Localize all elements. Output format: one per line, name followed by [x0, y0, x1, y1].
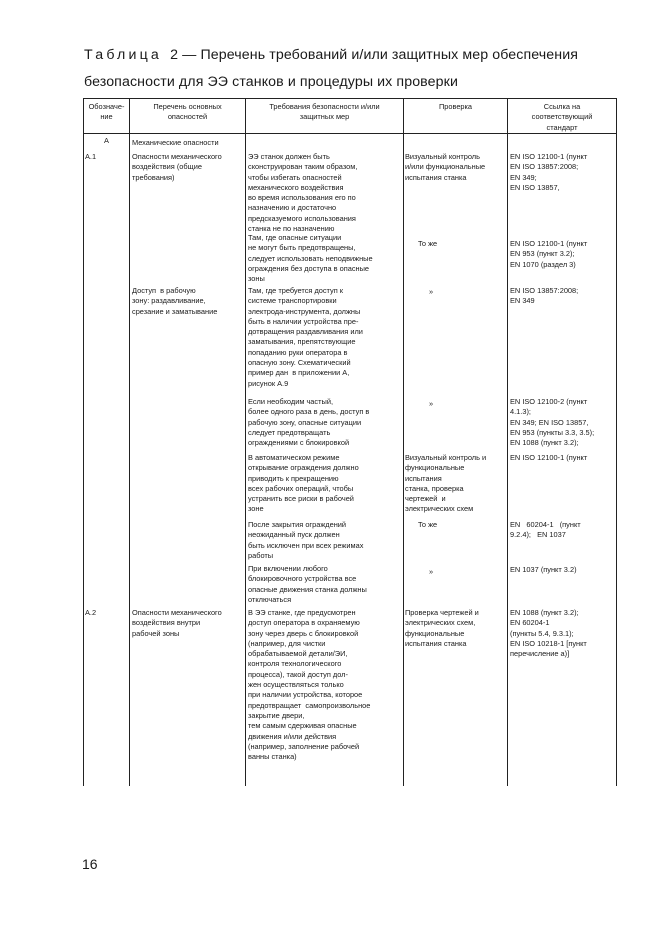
header-code: Обозначе- ние — [88, 102, 125, 122]
check-a1-6: То же — [418, 520, 438, 529]
requirement-a1-3: Там, где требуется доступ к системе транспортировки электрода-инструмента, должны быть в наличии устройства пре- дотвращения раздавливания или заматывания, препятствующие попаданию руки оператора в опасную зону. Схематический пример дан в приложении А, рисунок А.9 — [248, 286, 363, 388]
reference-a1-7: EN 1037 (пункт 3.2) — [510, 565, 577, 574]
table-label: Таблица — [84, 47, 163, 63]
title-text: — Перечень требований и/или защитных мер обеспечения — [182, 47, 579, 63]
requirement-a1-7: При включении любого блокировочного устройства все опасные движения станка должны отключаться — [248, 564, 367, 604]
requirement-a1-4: Если необходим частый, более одного раза в день, доступ в рабочую зону, опасные ситуации следует предотвращать ограждениями с блокировкой — [248, 397, 370, 448]
hazard-a1: Опасности механического воздействия (общие требования) — [132, 152, 222, 182]
check-a1-5: Визуальный контроль и функциональные испытания станка, проверка чертежей и электрических схем — [405, 453, 487, 514]
requirement-a1-6: После закрытия ограждений неожиданный пуск должен быть исключен при всех режимах работы — [248, 520, 364, 560]
requirement-a1-2: Там, где опасные ситуации не могут быть предотвращены, следует использовать неподвижные ограждения без доступа в опасные зоны — [248, 233, 373, 284]
hazard-a1-access: Доступ в рабочую зону: раздавливание, срезание и заматывание — [132, 286, 218, 316]
header-hazards: Перечень основных опасностей — [153, 102, 222, 122]
header-reference: Ссылка на соответствующий стандарт — [531, 102, 593, 132]
check-a2: Проверка чертежей и электрических схем, функциональные испытания станка — [405, 608, 479, 648]
section-name: Механические опасности — [132, 138, 219, 147]
reference-a1-6: EN 60204-1 (пункт 9.2.4); EN 1037 — [510, 520, 581, 540]
reference-a1-4: EN ISO 12100-2 (пункт 4.1.3); EN 349; EN ISO 13857, EN 953 (пункты 3.3, 3.5); EN 1088 (пункт 3.2); — [510, 397, 595, 448]
reference-a1-5: EN ISO 12100-1 (пункт — [510, 453, 588, 462]
requirement-a2: В ЭЭ станке, где предусмотрен доступ оператора в охраняемую зону через дверь с блокировкой (например, для чистки обрабатываемой детали/ЭИ, контроля технологического процесса), такой доступ дол- жен осуществляться только при наличии устройства, которое предотвращает самопроизвольное закрытие двери, тем самым сдерживая опасные движения и/или действия (например, заполнение рабочей ванны станка) — [248, 608, 371, 762]
row-code-a2: A.2 — [85, 608, 97, 617]
header-requirements: Требования безопасности и/или защитных мер — [269, 102, 380, 122]
table-title — [84, 43, 578, 94]
check-a1-4: » — [429, 399, 434, 408]
check-a1-7: » — [429, 567, 434, 576]
reference-a2: EN 1088 (пункт 3.2); EN 60204-1 (пункты 5.4, 9.3.1); EN ISO 10218-1 [пункт перечисление а)] — [510, 608, 587, 659]
check-a1-3: » — [429, 287, 434, 296]
check-a1-2: То же — [418, 239, 438, 248]
title-line-2: безопасности для ЭЭ станков и процедуры их проверки — [84, 74, 458, 90]
row-code-a1: A.1 — [85, 152, 97, 161]
hazard-a2: Опасности механического воздействия внутри рабочей зоны — [132, 608, 222, 638]
section-code: A — [104, 136, 109, 145]
check-a1-1: Визуальный контроль и/или функциональные испытания станка — [405, 152, 486, 182]
requirements-table — [83, 98, 617, 786]
table-number: 2 — [170, 47, 179, 63]
header-check: Проверка — [438, 102, 473, 111]
reference-a1-2: EN ISO 12100-1 (пункт EN 953 (пункт 3.2); EN 1070 (раздел 3) — [510, 239, 588, 269]
reference-a1-1: EN ISO 12100-1 (пункт EN ISO 13857:2008; EN 349; EN ISO 13857, — [510, 152, 588, 192]
reference-a1-3: EN ISO 13857:2008; EN 349 — [510, 286, 579, 306]
page-number: 16 — [82, 856, 98, 872]
requirement-a1-5: В автоматическом режиме открывание ограждения должно приводить к прекращению всех рабочих операций, чтобы устранить все риски в рабочей зоне — [248, 453, 359, 514]
requirement-a1-1: ЭЭ станок должен быть сконструирован таким образом, чтобы избегать опасностей механического воздействия во время использования его по назначению и достаточно предсказуемого использования станка не по назначению — [248, 152, 358, 234]
